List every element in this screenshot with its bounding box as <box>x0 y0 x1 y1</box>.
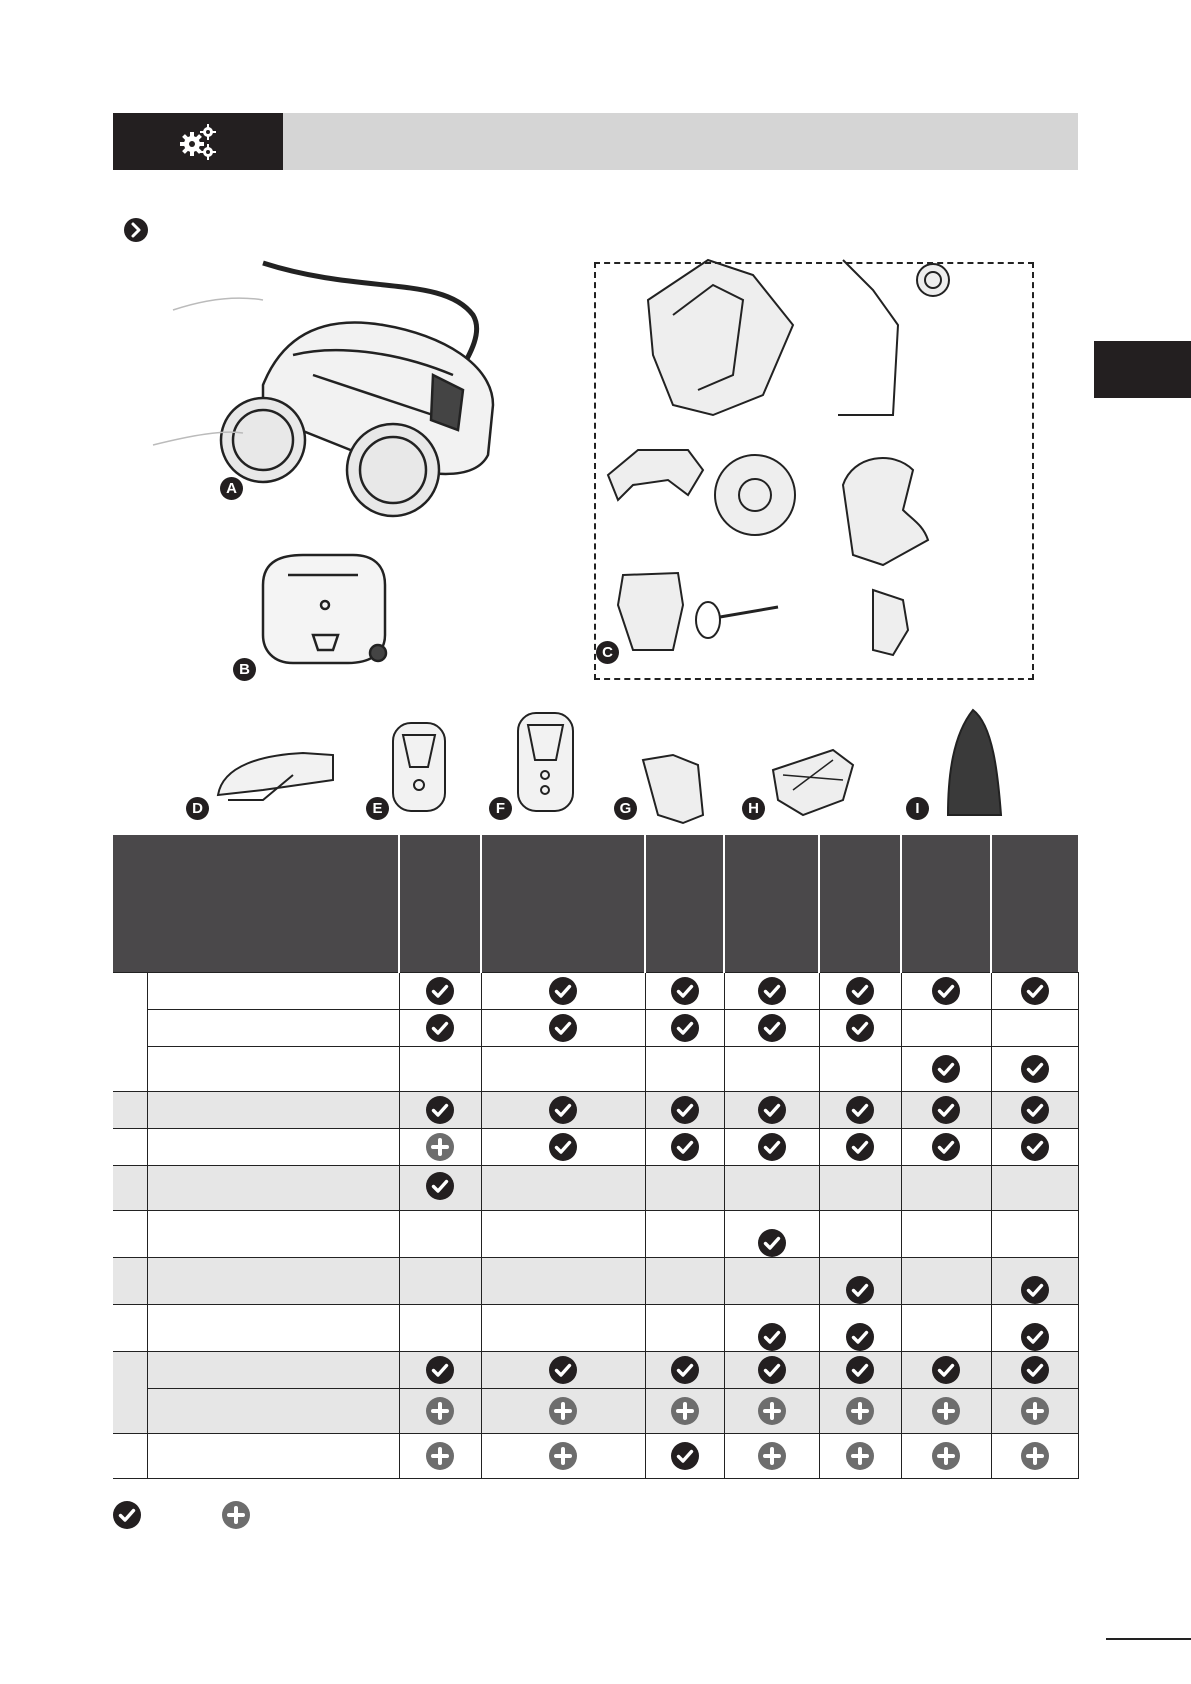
mark-cell <box>399 1010 481 1047</box>
check-circle-icon <box>426 1014 454 1042</box>
compatibility-table <box>113 835 1079 1479</box>
table-row <box>113 1211 1078 1258</box>
mark-cell <box>399 1211 481 1258</box>
mark-cell <box>481 1129 645 1166</box>
mark-cell <box>481 1434 645 1479</box>
mark-cell <box>991 1389 1078 1434</box>
mark-cell <box>481 1352 645 1389</box>
chevron-right-circle-icon <box>124 218 148 242</box>
group-cell <box>113 1211 147 1258</box>
mark-cell <box>991 1434 1078 1479</box>
plus-circle-icon <box>222 1501 250 1529</box>
check-circle-icon <box>1021 977 1049 1005</box>
check-circle-icon <box>932 1356 960 1384</box>
mark-cell <box>645 1352 724 1389</box>
mark-cell <box>819 1166 901 1211</box>
check-circle-icon <box>426 977 454 1005</box>
row-label-cell <box>147 1166 399 1211</box>
plus-circle-icon <box>1021 1442 1049 1470</box>
mark-cell <box>399 1166 481 1211</box>
label-i: I <box>906 797 929 820</box>
header-cell <box>991 835 1078 973</box>
check-circle-icon <box>426 1356 454 1384</box>
row-label-cell <box>147 1047 399 1092</box>
check-circle-icon <box>932 977 960 1005</box>
check-circle-icon <box>426 1096 454 1124</box>
check-circle-icon <box>846 1276 874 1304</box>
check-circle-icon <box>671 1356 699 1384</box>
row-label-cell <box>147 1092 399 1129</box>
mark-cell <box>481 1092 645 1129</box>
row-label-cell <box>147 1010 399 1047</box>
check-circle-icon <box>932 1055 960 1083</box>
check-circle-icon <box>758 1133 786 1161</box>
plus-circle-icon <box>549 1442 577 1470</box>
mark-cell <box>724 1166 819 1211</box>
table-row <box>113 1092 1078 1129</box>
mark-cell <box>819 1434 901 1479</box>
plus-circle-icon <box>932 1397 960 1425</box>
mark-cell <box>399 1389 481 1434</box>
row-label-cell <box>147 1129 399 1166</box>
mark-cell <box>399 1092 481 1129</box>
header-cell <box>645 835 724 973</box>
check-circle-icon <box>1021 1276 1049 1304</box>
mark-cell <box>819 1258 901 1305</box>
table-row <box>113 1305 1078 1352</box>
check-circle-icon <box>758 1096 786 1124</box>
group-cell <box>113 1166 147 1211</box>
mark-cell <box>724 1352 819 1389</box>
mark-cell <box>901 1047 991 1092</box>
table-row <box>113 973 1078 1010</box>
row-label-cell <box>147 1305 399 1352</box>
row-label-cell <box>147 1389 399 1434</box>
mark-cell <box>724 1211 819 1258</box>
check-circle-icon <box>932 1096 960 1124</box>
mark-cell <box>991 1129 1078 1166</box>
check-circle-icon <box>758 1323 786 1351</box>
plus-circle-icon <box>758 1397 786 1425</box>
check-circle-icon <box>549 1133 577 1161</box>
group-cell <box>113 1434 147 1479</box>
check-circle-icon <box>758 1356 786 1384</box>
mark-cell <box>481 1010 645 1047</box>
plus-circle-icon <box>549 1397 577 1425</box>
mark-cell <box>399 1129 481 1166</box>
mark-cell <box>645 1010 724 1047</box>
chapter-side-tab <box>1094 341 1191 398</box>
check-circle-icon <box>932 1133 960 1161</box>
mark-cell <box>724 1010 819 1047</box>
group-cell <box>113 1129 147 1166</box>
mark-cell <box>901 1129 991 1166</box>
mark-cell <box>901 1389 991 1434</box>
table-row <box>113 1352 1078 1389</box>
mark-cell <box>819 1211 901 1258</box>
mark-cell <box>645 1305 724 1352</box>
mark-cell <box>399 973 481 1010</box>
group-cell <box>113 1092 147 1129</box>
plus-circle-icon <box>932 1442 960 1470</box>
check-circle-icon <box>1021 1055 1049 1083</box>
mark-cell <box>645 973 724 1010</box>
mark-cell <box>901 973 991 1010</box>
plus-circle-icon <box>1021 1397 1049 1425</box>
group-cell <box>113 1352 147 1434</box>
mark-cell <box>481 1389 645 1434</box>
check-circle-icon <box>671 1096 699 1124</box>
row-label-cell <box>147 1434 399 1479</box>
mark-cell <box>645 1389 724 1434</box>
mark-cell <box>819 1010 901 1047</box>
check-circle-icon <box>846 1133 874 1161</box>
mark-cell <box>399 1352 481 1389</box>
plus-circle-icon <box>426 1397 454 1425</box>
label-b: B <box>233 658 256 681</box>
label-f: F <box>489 797 512 820</box>
check-circle-icon <box>758 977 786 1005</box>
group-cell <box>113 1305 147 1352</box>
check-circle-icon <box>846 1356 874 1384</box>
check-circle-icon <box>549 977 577 1005</box>
check-circle-icon <box>758 1014 786 1042</box>
header-cell <box>399 835 481 973</box>
check-circle-icon <box>1021 1323 1049 1351</box>
mark-cell <box>399 1305 481 1352</box>
mark-cell <box>901 1434 991 1479</box>
mark-cell <box>645 1047 724 1092</box>
mark-cell <box>901 1010 991 1047</box>
mark-cell <box>724 1047 819 1092</box>
mark-cell <box>819 1352 901 1389</box>
check-circle-icon <box>671 1014 699 1042</box>
row-label-cell <box>147 1211 399 1258</box>
check-circle-icon <box>671 977 699 1005</box>
mark-cell <box>481 973 645 1010</box>
page-number-rule <box>1106 1638 1191 1640</box>
check-circle-icon <box>671 1442 699 1470</box>
plus-circle-icon <box>426 1442 454 1470</box>
check-circle-icon <box>846 977 874 1005</box>
header-cell <box>113 835 399 973</box>
table-row <box>113 1166 1078 1211</box>
mark-cell <box>724 1092 819 1129</box>
accessories-illustrations <box>218 710 1001 823</box>
mark-cell <box>724 1389 819 1434</box>
check-circle-icon <box>671 1133 699 1161</box>
section-header-bar <box>283 113 1078 170</box>
mark-cell <box>724 1129 819 1166</box>
group-cell <box>113 1258 147 1305</box>
mark-cell <box>991 1258 1078 1305</box>
row-label-cell <box>147 1258 399 1305</box>
mark-cell <box>645 1129 724 1166</box>
check-circle-icon <box>758 1229 786 1257</box>
table-row <box>113 1434 1078 1479</box>
label-c: C <box>596 641 619 664</box>
plus-circle-icon <box>846 1397 874 1425</box>
mark-cell <box>991 1211 1078 1258</box>
mark-cell <box>819 1047 901 1092</box>
mark-cell <box>901 1211 991 1258</box>
header-cell <box>481 835 645 973</box>
table-row <box>113 1389 1078 1434</box>
check-circle-icon <box>1021 1133 1049 1161</box>
mark-cell <box>819 1129 901 1166</box>
check-circle-icon <box>846 1014 874 1042</box>
mark-cell <box>819 1092 901 1129</box>
row-label-cell <box>147 1352 399 1389</box>
mark-cell <box>991 1092 1078 1129</box>
check-circle-icon <box>846 1096 874 1124</box>
plus-circle-icon <box>426 1133 454 1161</box>
mark-cell <box>724 1305 819 1352</box>
header-cell <box>724 835 819 973</box>
check-circle-icon <box>549 1014 577 1042</box>
plus-circle-icon <box>846 1442 874 1470</box>
mark-cell <box>645 1211 724 1258</box>
header-cell <box>819 835 901 973</box>
mark-cell <box>901 1305 991 1352</box>
check-circle-icon <box>113 1501 141 1529</box>
mark-cell <box>645 1092 724 1129</box>
mark-cell <box>901 1258 991 1305</box>
mark-cell <box>481 1166 645 1211</box>
check-circle-icon <box>426 1172 454 1200</box>
mark-cell <box>399 1047 481 1092</box>
mark-cell <box>645 1166 724 1211</box>
label-a: A <box>220 477 243 500</box>
gears-icon <box>178 122 218 162</box>
table-row <box>113 1047 1078 1092</box>
mark-cell <box>724 973 819 1010</box>
label-d: D <box>186 797 209 820</box>
mark-cell <box>991 1010 1078 1047</box>
spare-parts-frame <box>594 262 1034 680</box>
table-header-row <box>113 835 1078 973</box>
mark-cell <box>645 1434 724 1479</box>
check-circle-icon <box>549 1096 577 1124</box>
mark-cell <box>819 1305 901 1352</box>
mark-cell <box>819 1389 901 1434</box>
control-box-illustration <box>263 555 386 663</box>
label-e: E <box>366 797 389 820</box>
mark-cell <box>481 1211 645 1258</box>
table-row <box>113 1010 1078 1047</box>
plus-circle-icon <box>758 1442 786 1470</box>
mark-cell <box>481 1305 645 1352</box>
row-label-cell <box>147 973 399 1010</box>
label-g: G <box>614 797 637 820</box>
mark-cell <box>991 1352 1078 1389</box>
label-h: H <box>742 797 765 820</box>
mark-cell <box>819 973 901 1010</box>
header-cell <box>901 835 991 973</box>
check-circle-icon <box>846 1323 874 1351</box>
mark-cell <box>481 1047 645 1092</box>
mark-cell <box>724 1434 819 1479</box>
mark-cell <box>724 1258 819 1305</box>
mark-cell <box>481 1258 645 1305</box>
plus-circle-icon <box>671 1397 699 1425</box>
mark-cell <box>399 1434 481 1479</box>
mark-cell <box>399 1258 481 1305</box>
group-cell <box>113 973 147 1092</box>
mark-cell <box>901 1352 991 1389</box>
mark-cell <box>901 1092 991 1129</box>
robot-cleaner-illustration <box>153 263 493 516</box>
table-row <box>113 1129 1078 1166</box>
check-circle-icon <box>1021 1096 1049 1124</box>
mark-cell <box>991 1305 1078 1352</box>
mark-cell <box>991 973 1078 1010</box>
mark-cell <box>901 1166 991 1211</box>
mark-cell <box>991 1166 1078 1211</box>
check-circle-icon <box>549 1356 577 1384</box>
table-row <box>113 1258 1078 1305</box>
mark-cell <box>645 1258 724 1305</box>
check-circle-icon <box>1021 1356 1049 1384</box>
mark-cell <box>991 1047 1078 1092</box>
